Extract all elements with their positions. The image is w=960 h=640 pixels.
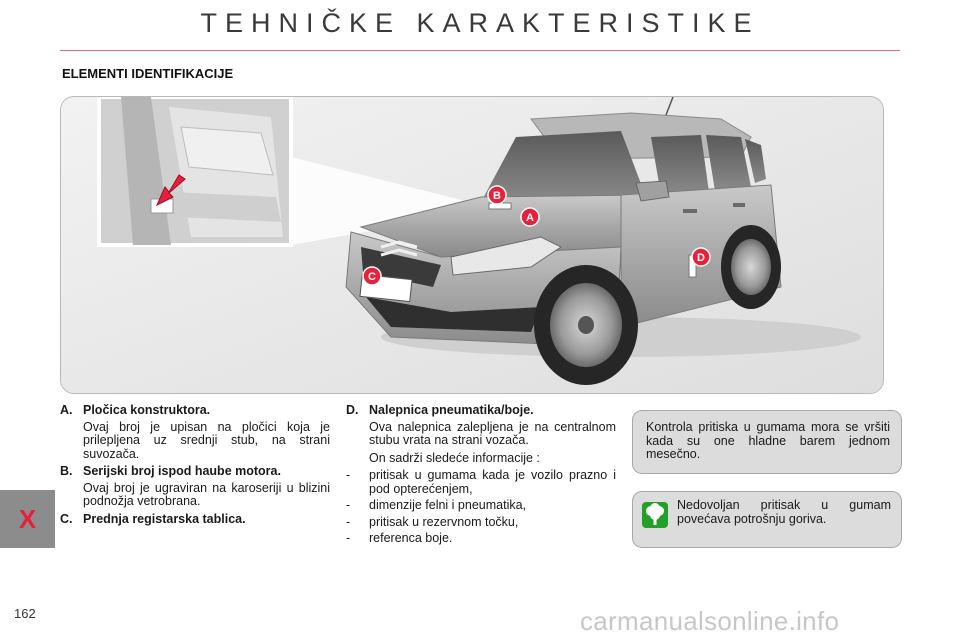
page-number: 162 xyxy=(14,606,36,621)
marker-b-label: B xyxy=(493,190,501,202)
item-c-title: Prednja registarska tablica. xyxy=(83,511,246,526)
item-b-title: Serijski broj ispod haube motora. xyxy=(83,464,281,478)
item-b-text: Ovaj broj je ugraviran na karoseriji u blizini podnožja vetrobrana. xyxy=(83,480,330,508)
item-a-title: Pločica konstruktora. xyxy=(83,403,211,417)
item-d-letter: D. xyxy=(346,403,359,417)
eco-tree-icon xyxy=(642,502,668,528)
chapter-tab[interactable] xyxy=(0,490,55,548)
tire-check-text: Kontrola pritiska u gumama mora se vršiti kada su one hladne barem jednom mesečno. xyxy=(646,420,890,461)
bullet-text: pritisak u gumama kada je vozilo prazno i pod opterećenjem, xyxy=(369,468,616,496)
item-b xyxy=(60,465,330,479)
item-b-letter: B. xyxy=(60,464,73,478)
pillar-inset xyxy=(99,97,291,245)
title-rule xyxy=(60,50,900,51)
marker-b xyxy=(488,186,506,204)
left-column xyxy=(60,404,330,526)
bullet-text: pritisak u rezervnom točku, xyxy=(369,514,519,529)
list-item: - pritisak u rezervnom točku, xyxy=(346,514,519,529)
marker-a xyxy=(521,208,539,226)
item-d xyxy=(346,404,616,418)
vehicle-identification-figure xyxy=(60,96,884,394)
chapter-tab-label: X xyxy=(18,504,37,534)
eco-text: Nedovoljan pritisak u gumam povećava potrošnju goriva. xyxy=(677,498,891,526)
list-item: - pritisak u gumama kada je vozilo prazno i pod opterećenjem, xyxy=(346,468,616,496)
list-item: - dimenzije felni i pneumatika, xyxy=(346,498,527,512)
list-item: - referenca boje. xyxy=(346,531,453,545)
item-a-letter: A. xyxy=(60,403,73,417)
marker-a-label: A xyxy=(526,212,534,224)
item-d-text: Ova nalepnica zalepljena je na centralnom stubu vrata na strani vozača. xyxy=(369,419,616,447)
eco-note xyxy=(632,491,902,548)
vehicle-illustration xyxy=(61,97,883,393)
item-a xyxy=(60,404,330,418)
page-title: TEHNIČKE KARAKTERISTIKE xyxy=(200,8,760,38)
middle-column xyxy=(346,404,616,546)
item-d-title: Nalepnica pneumatika/boje. xyxy=(369,403,534,417)
marker-d xyxy=(692,248,710,266)
marker-c-label: C xyxy=(368,271,376,283)
item-c xyxy=(60,513,330,527)
tire-check-note xyxy=(632,410,902,474)
bullet-text: referenca boje. xyxy=(369,531,453,545)
marker-d-label: D xyxy=(697,252,705,264)
item-c-letter: C. xyxy=(60,511,73,526)
watermark: carmanualsonline.info xyxy=(580,606,840,636)
marker-c xyxy=(363,267,381,285)
item-a-text: Ovaj broj je upisan na pločici koja je prilepljena uz srednji stub, na strani suvozača. xyxy=(83,419,330,461)
item-d-intro: On sadrži sledeće informacije : xyxy=(369,450,540,465)
section-heading: ELEMENTI IDENTIFIKACIJE xyxy=(62,66,234,81)
bullet-text: dimenzije felni i pneumatika, xyxy=(369,498,527,512)
